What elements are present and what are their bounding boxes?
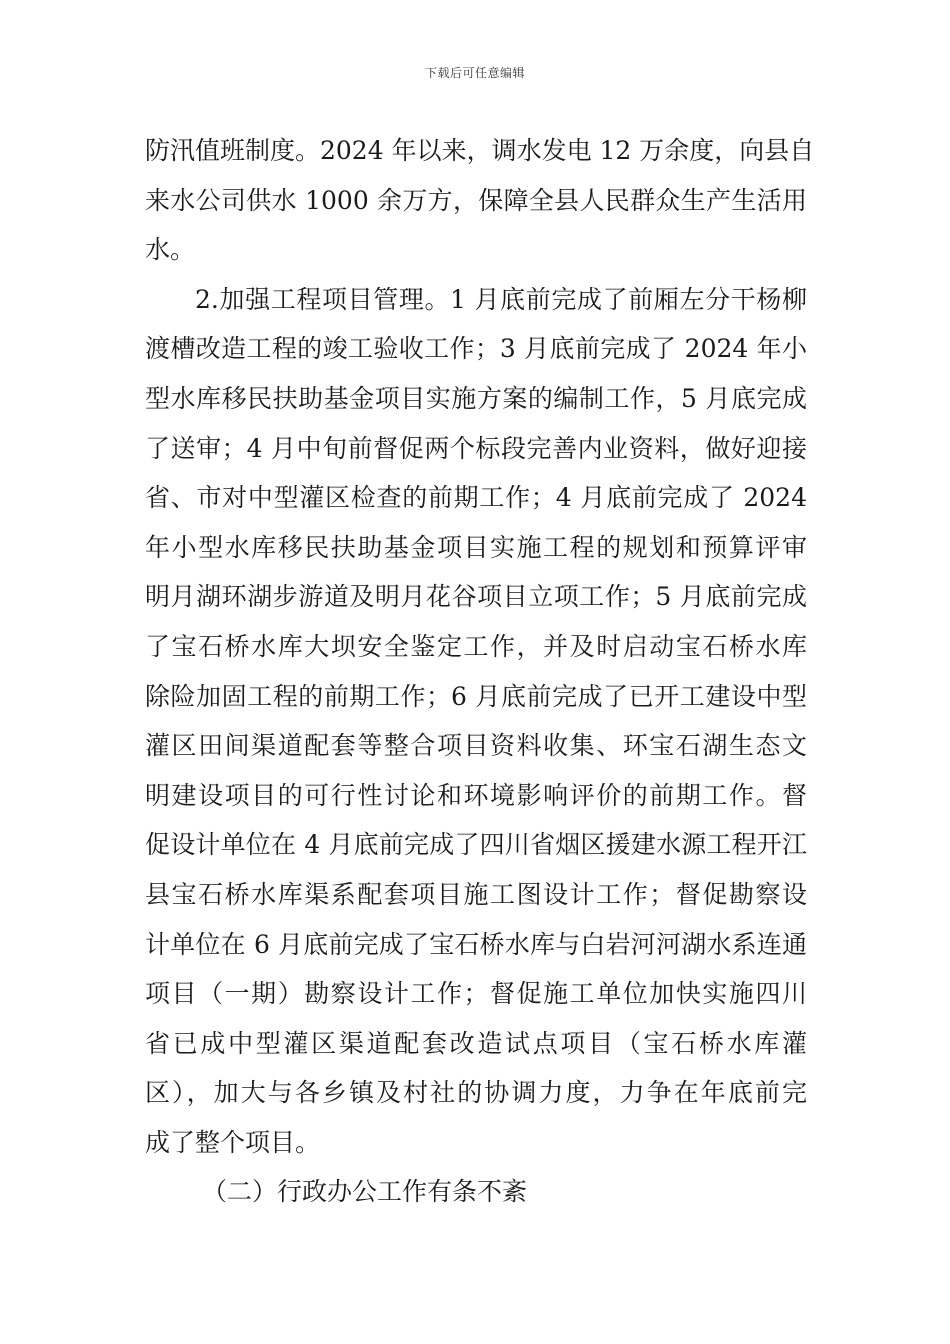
text-line: 来水公司供水 1000 余万方，保障全县人民群众生产生活用	[145, 185, 807, 215]
document-body	[145, 126, 815, 1217]
text-line: 了宝石桥水库大坝安全鉴定工作，并及时启动宝石桥水库	[145, 631, 807, 661]
section-heading-admin-work	[145, 1167, 807, 1217]
text-line: 计单位在 6 月底前完成了宝石桥水库与白岩河河湖水系连通	[145, 929, 807, 959]
text-line: 成了整个项目。	[145, 1127, 321, 1157]
text-line: 县宝石桥水库渠系配套项目施工图设计工作；督促勘察设	[145, 879, 807, 909]
section-heading: （二）行政办公工作有条不紊	[202, 1177, 528, 1207]
text-line: 2.加强工程项目管理。1 月底前完成了前厢左分干杨柳	[195, 284, 807, 314]
text-line: 明建设项目的可行性讨论和环境影响评价的前期工作。督	[145, 780, 807, 810]
text-line: 促设计单位在 4 月底前完成了四川省烟区援建水源工程开江	[145, 830, 807, 860]
text-line: 了送审；4 月中旬前督促两个标段完善内业资料，做好迎接	[145, 433, 807, 463]
page-header-note: 下载后可任意编辑	[424, 66, 525, 80]
text-line: 型水库移民扶助基金项目实施方案的编制工作，5 月底完成	[145, 383, 807, 413]
text-line: 防汛值班制度。2024 年以来，调水发电 12 万余度，向县自	[145, 136, 815, 165]
paragraph-water-supply	[145, 126, 815, 275]
text-line: 省已成中型灌区渠道配套改造试点项目（宝石桥水库灌	[145, 1028, 807, 1058]
text-line: 灌区田间渠道配套等整合项目资料收集、环宝石湖生态文	[145, 731, 807, 761]
text-line: 渡槽改造工程的竣工验收工作；3 月底前完成了 2024 年小	[145, 334, 807, 364]
text-line: 项目（一期）勘察设计工作；督促施工单位加快实施四川	[145, 979, 807, 1009]
text-line: 年小型水库移民扶助基金项目实施工程的规划和预算评审	[145, 532, 807, 562]
paragraph-project-management	[145, 275, 807, 1168]
text-line: 区），加大与各乡镇及村社的协调力度，力争在年底前完	[145, 1078, 807, 1108]
text-line: 明月湖环湖步游道及明月花谷项目立项工作；5 月底前完成	[145, 582, 807, 612]
text-line: 除险加固工程的前期工作；6 月底前完成了已开工建设中型	[145, 681, 807, 711]
text-line: 省、市对中型灌区检查的前期工作；4 月底前完成了 2024	[145, 483, 807, 513]
text-line: 水。	[145, 235, 196, 265]
